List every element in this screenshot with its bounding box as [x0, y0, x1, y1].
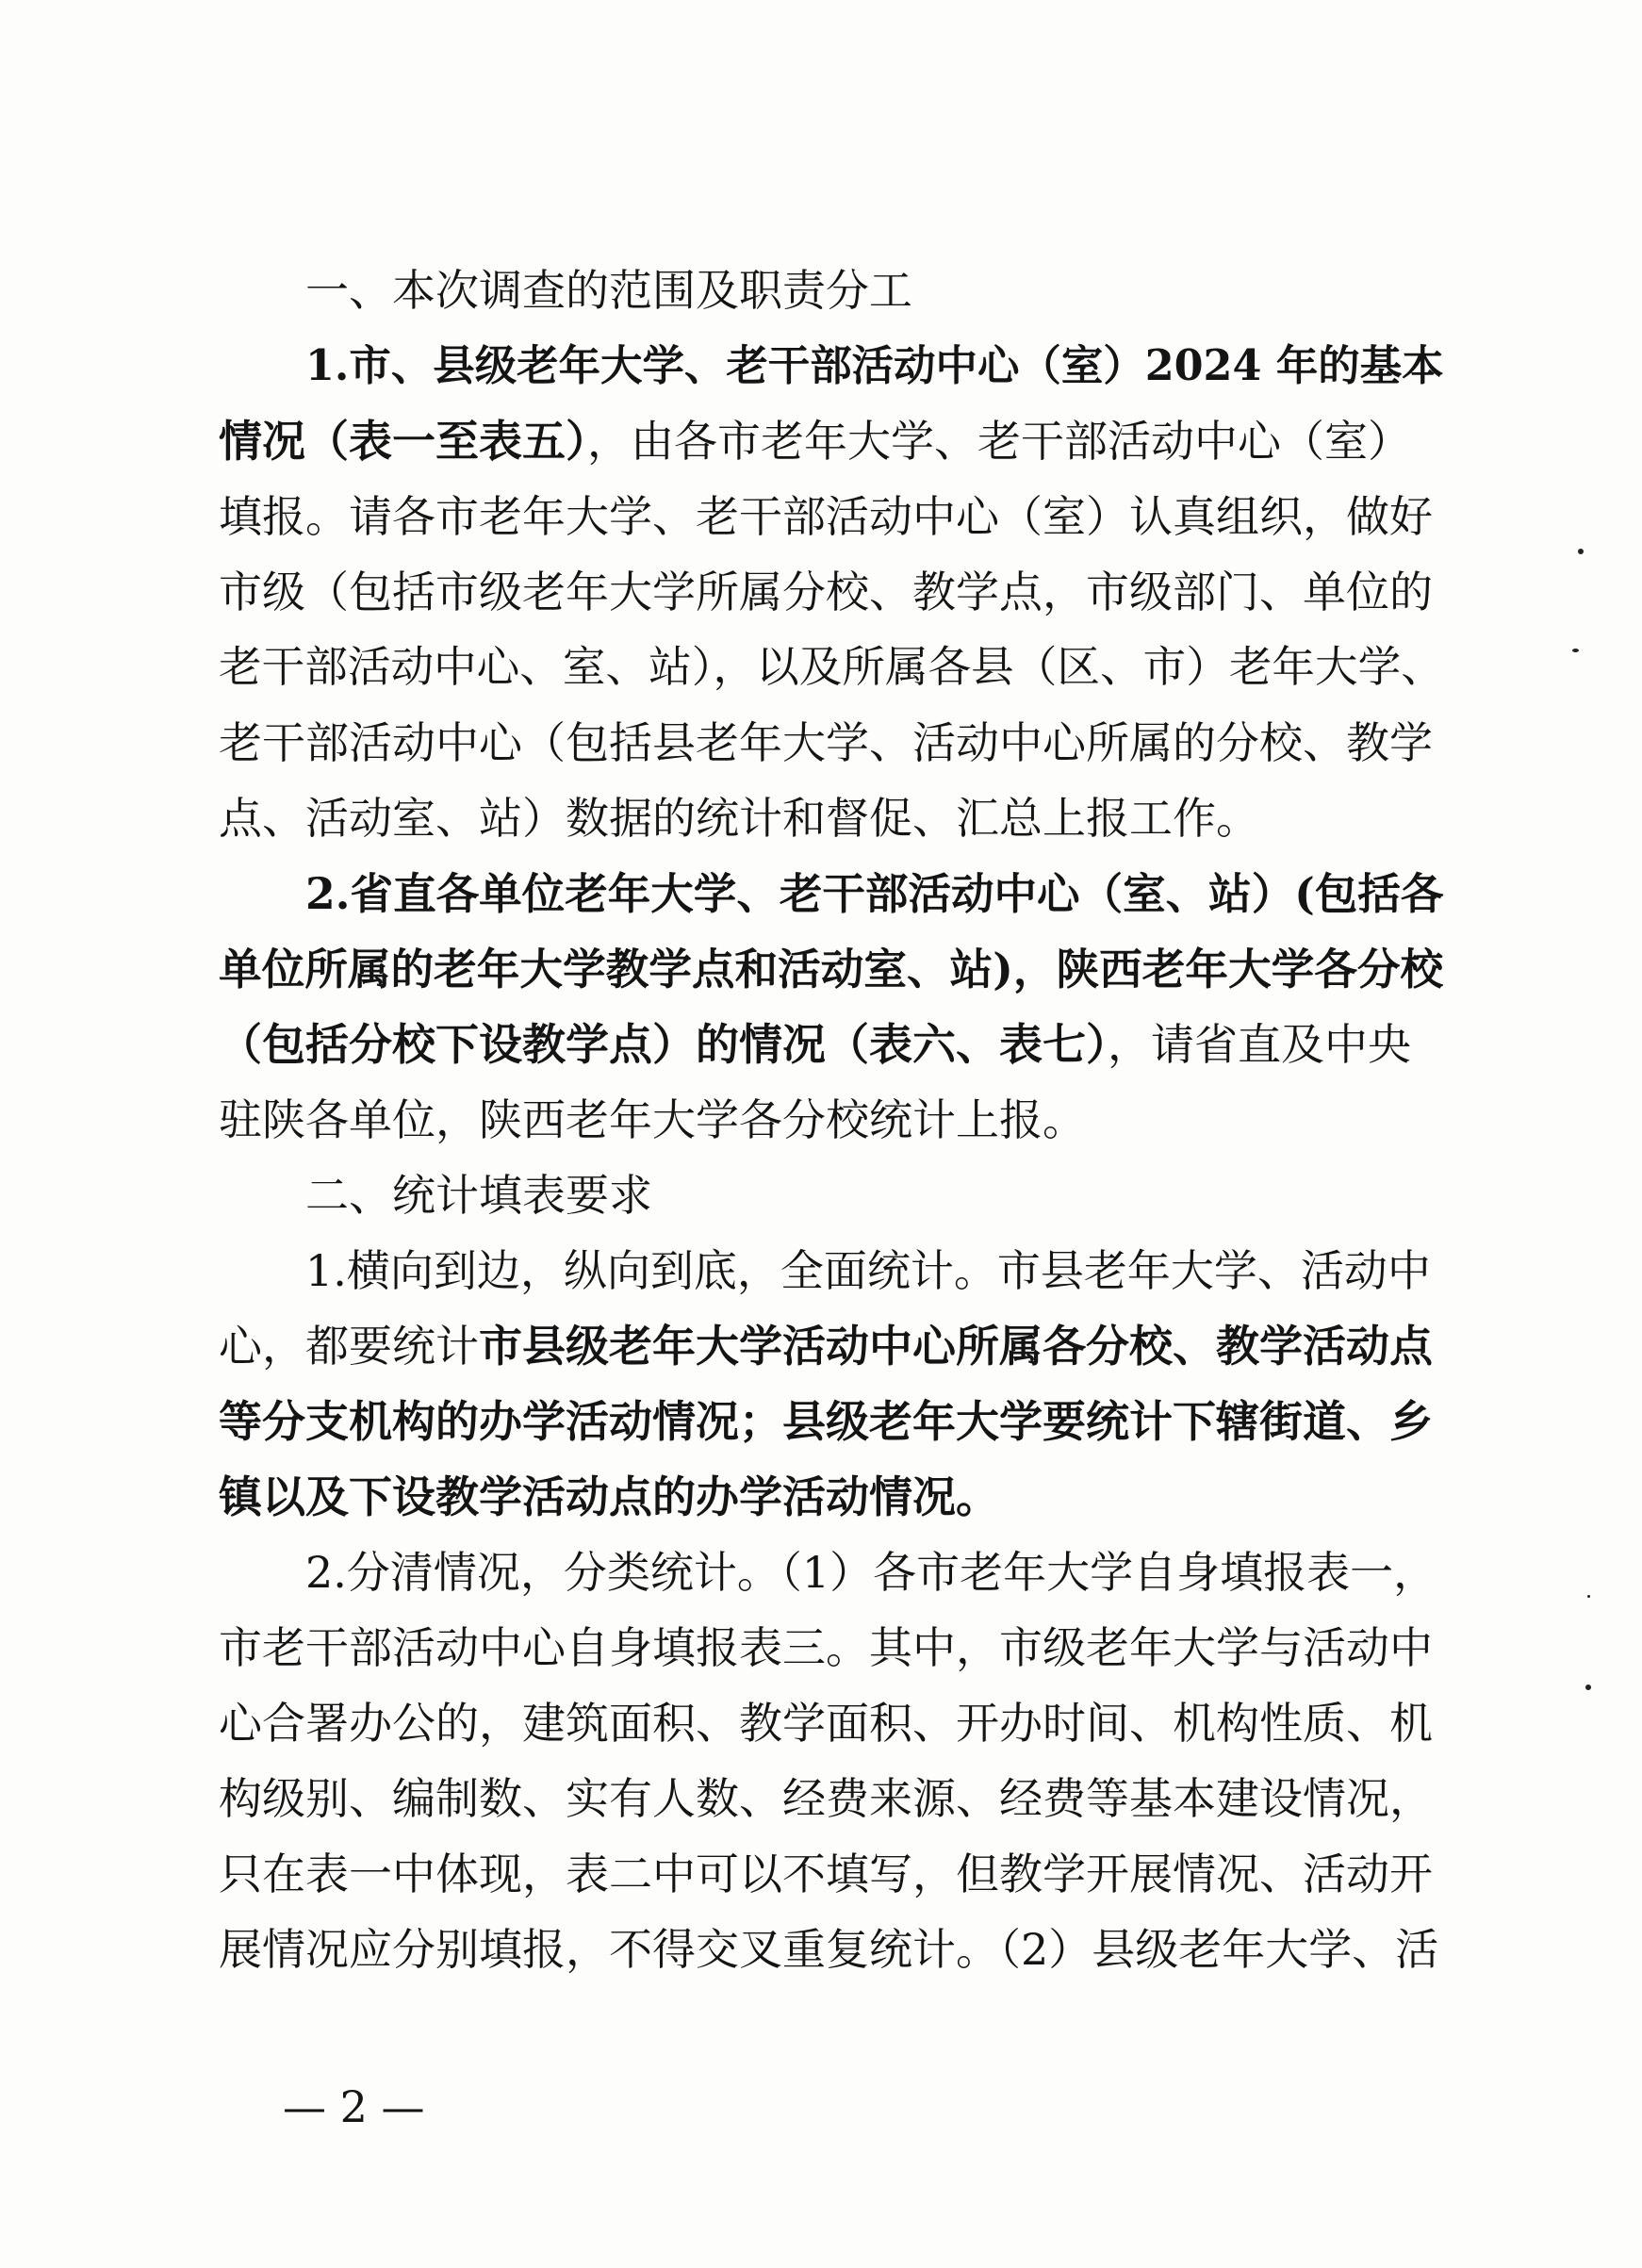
bold-text: 情况（表一至表五） [219, 416, 587, 467]
body-text: 2.分清情况，分类统计。（1）各市老年大学自身填报表一， [305, 1547, 1437, 1598]
bold-text: 1.市、县级老年大学、老干部活动中心（室）2024 年的基本 [305, 341, 1444, 390]
paragraph-line [219, 328, 1444, 403]
scan-speck [1587, 1595, 1590, 1598]
body-text: 驻陕各单位，陕西老年大学各分校统计上报。 [219, 1094, 1086, 1145]
scan-speck [1572, 649, 1579, 652]
page-number-text: — 2 — [283, 2081, 425, 2132]
paragraph-line [219, 781, 1444, 856]
section-heading-scope [219, 253, 1444, 328]
paragraph-line [219, 1384, 1444, 1459]
bold-text: 单位所属的老年大学教学点和活动室、站)，陕西老年大学各分校 [219, 944, 1444, 994]
paragraph-line [219, 856, 1444, 931]
page-number [283, 2079, 425, 2135]
body-text: 填报。请各市老年大学、老干部活动中心（室）认真组织，做好 [219, 491, 1433, 542]
paragraph-line [219, 403, 1444, 479]
paragraph-line [219, 1007, 1444, 1082]
body-text: 构级别、编制数、实有人数、经费来源、经费等基本建设情况， [219, 1773, 1433, 1824]
body-text: 展情况应分别填报，不得交叉重复统计。（2）县级老年大学、活 [219, 1924, 1439, 1975]
paragraph-line [219, 705, 1444, 781]
bold-text: （包括分校下设教学点）的情况（表六、表七） [219, 1019, 1108, 1070]
document-body [219, 253, 1444, 1987]
bold-text: 2.省直各单位老年大学、老干部活动中心（室、站）(包括各 [305, 868, 1444, 919]
paragraph-line [219, 931, 1444, 1007]
paragraph-line [219, 1761, 1444, 1836]
body-text: 心，都要统计 [219, 1321, 479, 1372]
paragraph-line [219, 1836, 1444, 1912]
section-heading-text: 一、本次调查的范围及职责分工 [305, 265, 912, 316]
paragraph-line [219, 554, 1444, 630]
paragraph-line [219, 1912, 1444, 1987]
section-heading-requirements [219, 1158, 1444, 1233]
body-text: 只在表一中体现，表二中可以不填写，但教学开展情况、活动开 [219, 1849, 1433, 1899]
bold-text: 镇以及下设教学活动点的办学活动情况。 [219, 1471, 999, 1522]
paragraph-line [219, 1535, 1444, 1610]
paragraph-line [219, 479, 1444, 554]
body-text: 老干部活动中心（包括县老年大学、活动中心所属的分校、教学 [219, 717, 1433, 768]
section-heading-text: 二、统计填表要求 [305, 1170, 652, 1221]
scan-speck [1578, 549, 1584, 554]
bold-text: 市县级老年大学活动中心所属各分校、教学活动点 [479, 1321, 1433, 1372]
paragraph-line [219, 1610, 1444, 1685]
body-text: 心合署办公的，建筑面积、教学面积、开办时间、机构性质、机 [219, 1698, 1433, 1749]
body-text: 点、活动室、站）数据的统计和督促、汇总上报工作。 [219, 793, 1259, 844]
paragraph-line [219, 1082, 1444, 1158]
body-text: 1.横向到边，纵向到底，全面统计。市县老年大学、活动中 [305, 1245, 1431, 1296]
paragraph-line [219, 1308, 1444, 1384]
paragraph-line [219, 1233, 1444, 1308]
paragraph-line [219, 1459, 1444, 1535]
bold-text: 等分支机构的办学活动情况；县级老年大学要统计下辖街道、乡 [219, 1396, 1433, 1447]
body-text: ，请省直及中央 [1108, 1019, 1411, 1070]
body-text: 老干部活动中心、室、站），以及所属各县（区、市）老年大学、 [219, 642, 1444, 692]
body-text: 市老干部活动中心自身填报表三。其中，市级老年大学与活动中 [219, 1622, 1433, 1673]
paragraph-line [219, 1685, 1444, 1761]
paragraph-line [219, 630, 1444, 705]
body-text: 市级（包括市级老年大学所属分校、教学点，市级部门、单位的 [219, 567, 1433, 617]
body-text: ，由各市老年大学、老干部活动中心（室） [587, 416, 1411, 467]
scan-speck [1585, 1685, 1591, 1690]
